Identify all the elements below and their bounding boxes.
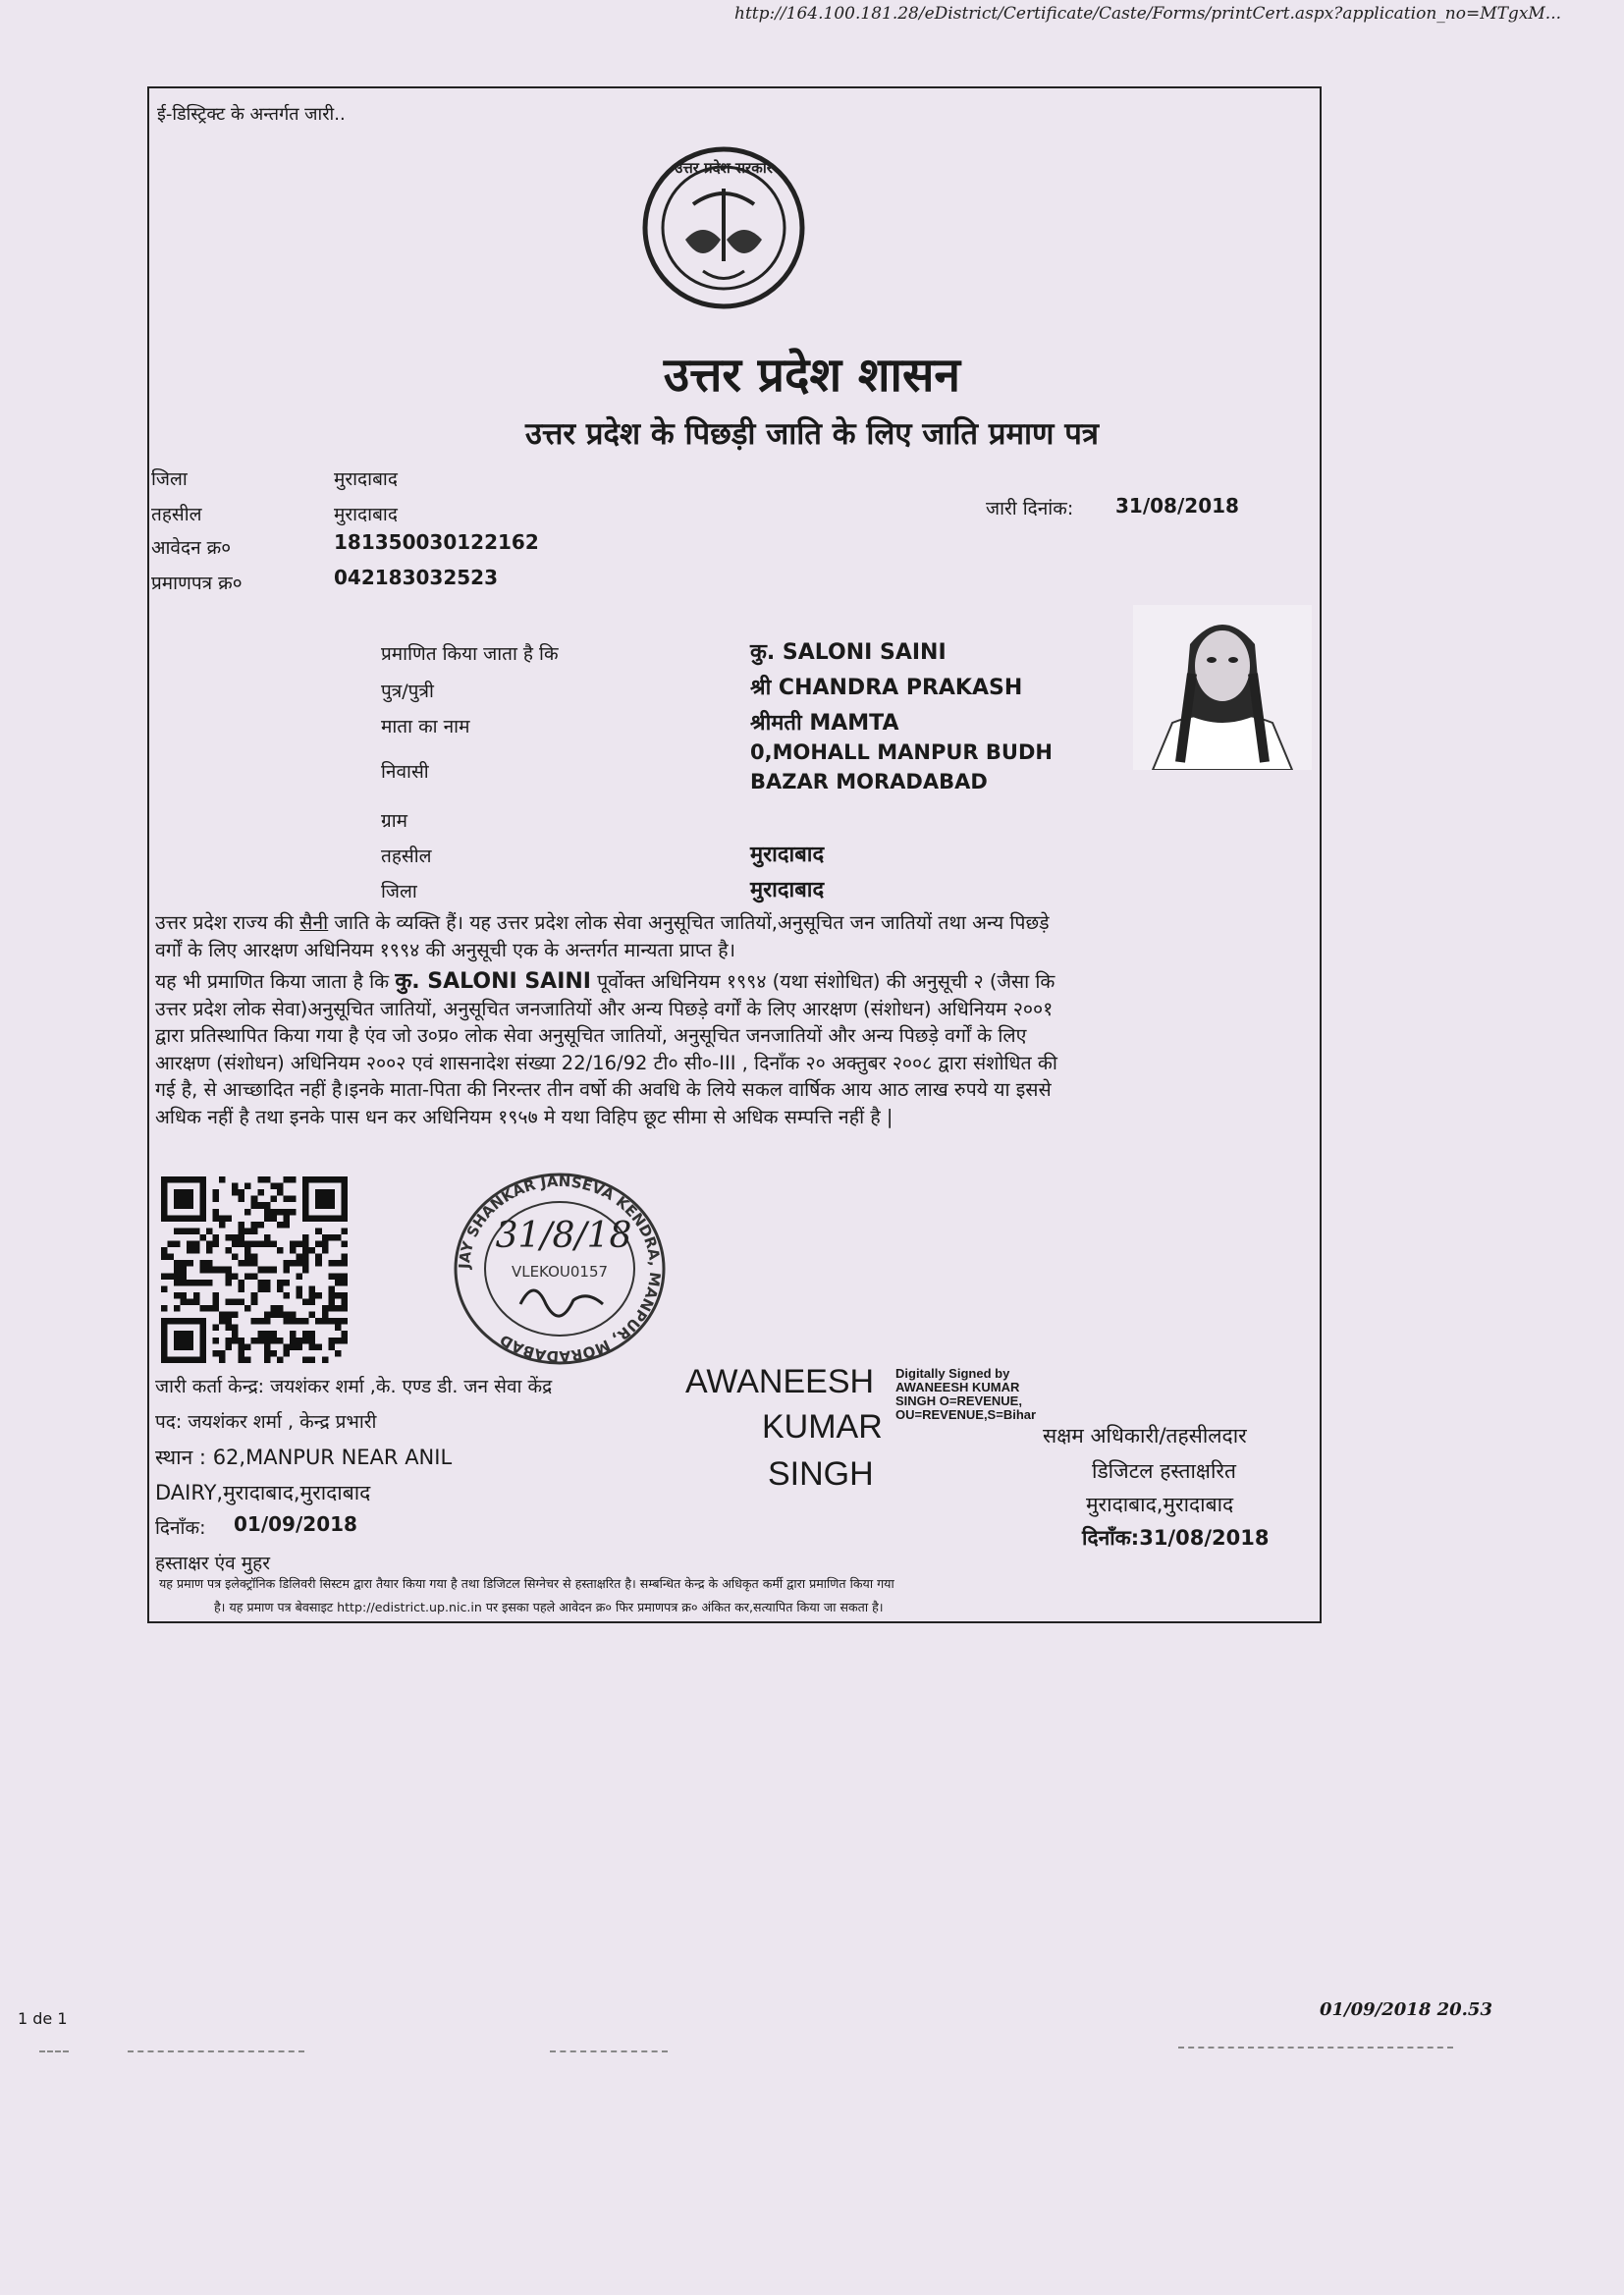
issuer-designation: पद: जयशंकर शर्मा , केन्द्र प्रभारी [155, 1411, 377, 1433]
village-label: ग्राम [381, 810, 407, 832]
signer-name-line-1: AWANEESH [685, 1363, 875, 1400]
stamp-code: VLEKOU0157 [511, 1263, 609, 1281]
dash-mark [128, 2050, 304, 2052]
footer-note-line-2: है। यह प्रमाण पत्र बेवसाइट http://edistrict.up.nic.in पर इसका पहले आवेदन क्र० फिर प्रमाणपत्र क्र० अंकित कर,सत्यापित किया जा सकता है। [214, 1600, 884, 1614]
applicant-photo [1133, 605, 1312, 770]
page-subtitle: उत्तर प्रदेश के पिछड़ी जाति के लिए जाति प्रमाण पत्र [525, 416, 1099, 452]
caste-name: सैनी [299, 911, 329, 934]
sign-and-seal-label: हस्ताक्षर एंव मुहर [155, 1553, 270, 1574]
issuer-place-line-1: स्थान : 62,MANPUR NEAR ANIL [155, 1446, 453, 1469]
mother-name: श्रीमती MAMTA [750, 711, 899, 736]
father-name: श्री CHANDRA PRAKASH [750, 676, 1023, 700]
tehsil-value: मुरादाबाद [334, 504, 398, 525]
print-timestamp: 01/09/2018 20.53 [1320, 1999, 1492, 2020]
issuer-date-value: 01/09/2018 [234, 1512, 357, 1536]
certificate-label: प्रमाणपत्र क्र० [151, 573, 243, 594]
jan-seva-kendra-stamp [444, 1167, 676, 1371]
authority-date: दिनाँक:31/08/2018 [1082, 1526, 1270, 1550]
dash-mark [1178, 2047, 1453, 2049]
paragraph-person-name: कु. SALONI SAINI [395, 969, 591, 994]
certify-label: प्रमाणित किया जाता है कि [381, 643, 559, 665]
person-name: कु. SALONI SAINI [750, 640, 947, 665]
mother-label: माता का नाम [381, 716, 470, 738]
authority-title: सक्षम अधिकारी/तहसीलदार [1043, 1424, 1247, 1448]
signer-name-line-3: SINGH [768, 1455, 874, 1493]
print-url: http://164.100.181.28/eDistrict/Certificate/Caste/Forms/printCert.aspx?application_no=MTgxM... [734, 4, 1562, 24]
application-label: आवेदन क्र० [151, 537, 232, 559]
issue-date-value: 31/08/2018 [1115, 494, 1239, 518]
issuer-place-line-2: DAIRY,मुरादाबाद,मुरादाबाद [155, 1481, 371, 1504]
page-number: 1 de 1 [18, 2009, 68, 2028]
certificate-number: 042183032523 [334, 566, 498, 589]
page-title: उत्तर प्रदेश शासन [663, 348, 961, 403]
emblem-text: उत्तर प्रदेश सरकार [675, 159, 773, 177]
person-district-label: जिला [381, 881, 417, 902]
footer-note-line-1: यह प्रमाण पत्र इलेक्ट्रॉनिक डिलिवरी सिस्टम द्वारा तैयार किया गया है तथा डिजिटल सिग्नेचर से हस्ताक्षरित है। सम्बन्धित केन्द्र के अधिकृत कर्मी द्वारा प्रमाणित किया गया [159, 1576, 894, 1591]
address-line-1: 0,MOHALL MANPUR BUDH [750, 740, 1053, 764]
dash-mark [39, 2050, 69, 2052]
handwritten-signature [520, 1290, 603, 1316]
up-government-emblem-icon [634, 143, 813, 312]
issuer-date-label: दिनाँक: [155, 1517, 206, 1539]
authority-signed: डिजिटल हस्ताक्षरित [1092, 1459, 1236, 1483]
stamp-handwritten-date: 31/8/18 [495, 1216, 632, 1256]
qr-code-icon [159, 1176, 350, 1363]
income-paragraph: यह भी प्रमाणित किया जाता है कि कु. SALONI SAINI पूर्वोक्त अधिनियम १९९४ (यथा संशोधित) की अनुसूची २ (जैसा कि उत्तर प्रदेश लोक सेवा)अनुसूचित जातियों, अनुसूचित जनजातियों और अन्य पिछड़े वर्गों के लिए आरक्षण (संशोधन) अधिनियम २००१ द्वारा प्रतिस्थापित किया गया है एंव जो उ०प्र० लोक सेवा अनुसूचित जातियों, अनुसूचित जनजातियों और अन्य पिछड़े वर्गों के लिए आरक्षण (संशोधन) अधिनियम २००२ एवं शासनादेश संख्या 22/16/92 टी० सी०-III , दिनाँक २० अक्तुबर २००८ द्वारा संशोधित की गई है, से आच्छादित नहीं है।इनके माता-पिता की निरन्तर तीन वर्षो की अवधि के लिये सकल वार्षिक आय आठ लाख रुपये या इससे अधिक नहीं है तथा इनके पास धन कर अधिनियम १९५७ मे यथा विहिप छूट सीमा से अधिक सम्पत्ति नहीं है | [155, 969, 1057, 1128]
address-line-2: BAZAR MORADABAD [750, 770, 988, 793]
digital-signature-details: Digitally Signed by AWANEESH KUMAR SINGH O=REVENUE, OU=REVENUE,S=Bihar [895, 1366, 1037, 1422]
child-of-label: पुत्र/पुत्री [381, 681, 434, 702]
tehsil-label: तहसील [151, 504, 202, 525]
person-tehsil: मुरादाबाद [750, 843, 825, 867]
person-tehsil-label: तहसील [381, 846, 432, 867]
district-value: मुरादाबाद [334, 468, 398, 490]
issued-under-note: ई-डिस्ट्रिक्ट के अन्तर्गत जारी.. [157, 104, 346, 125]
signer-name-line-2: KUMAR [762, 1408, 883, 1446]
resident-label: निवासी [381, 761, 429, 783]
authority-place: मुरादाबाद,मुरादाबाद [1086, 1493, 1234, 1516]
issue-date-label: जारी दिनांक: [986, 498, 1074, 519]
issuer-center: जारी कर्ता केन्द्र: जयशंकर शर्मा ,के. एण्ड डी. जन सेवा केंद्र [155, 1376, 553, 1397]
stamp-ring-text: JAY SHANKAR JANSEVA KENDRA, MANPUR, MORADABAD [455, 1172, 665, 1366]
person-district: मुरादाबाद [750, 878, 825, 902]
application-number: 181350030122162 [334, 530, 539, 554]
district-label: जिला [151, 468, 188, 490]
dash-mark [550, 2050, 668, 2052]
caste-paragraph: उत्तर प्रदेश राज्य की सैनी जाति के व्यक्ति हैं। यह उत्तर प्रदेश लोक सेवा अनुसूचित जातियों,अनुसूचित जन जातियों तथा अन्य पिछड़े वर्गों के लिए आरक्षण अधिनियम १९९४ की अनुसूची एक के अन्तर्गत मान्यता प्राप्त है। [155, 911, 1050, 961]
